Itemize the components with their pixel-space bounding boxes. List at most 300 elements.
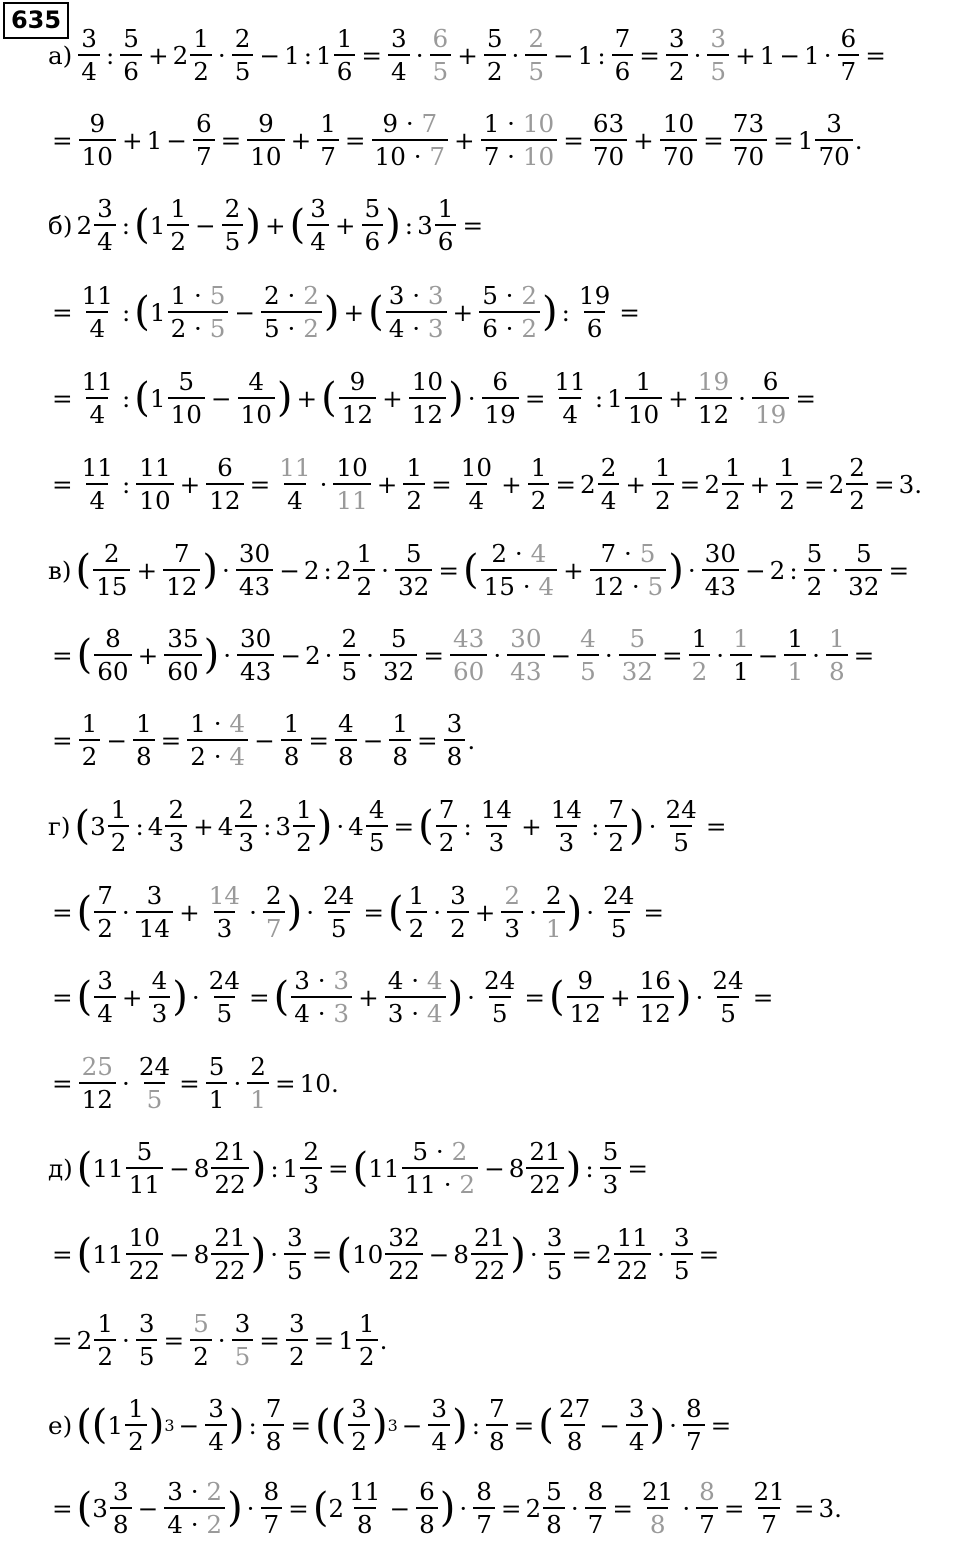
- denominator: 7: [473, 1507, 495, 1538]
- operator: ·: [233, 1068, 242, 1098]
- numerator: 11: [139, 452, 171, 482]
- parenthesis: ): [227, 1485, 243, 1531]
- denominator: 19: [482, 397, 519, 428]
- operator: −: [195, 210, 216, 240]
- fraction: [389, 710, 411, 770]
- operator: =: [290, 1410, 312, 1440]
- numerator: 11: [81, 366, 113, 396]
- denominator: 3: [149, 996, 171, 1027]
- operator: ·: [217, 40, 226, 70]
- fraction: [605, 796, 627, 856]
- fraction: [450, 625, 487, 685]
- denominator: 4: [388, 54, 410, 85]
- numerator: 2: [528, 23, 544, 53]
- operator: ·: [306, 897, 315, 927]
- fraction: [168, 282, 229, 342]
- fraction: [784, 625, 806, 685]
- operator: +: [121, 982, 143, 1012]
- fraction: [626, 1395, 648, 1455]
- denominator: 12: [79, 1082, 116, 1113]
- numerator: 5: [546, 1476, 562, 1506]
- numerator: 2: [849, 452, 865, 482]
- operator: :: [263, 811, 272, 841]
- numerator: 24: [138, 1051, 171, 1081]
- numerator: 3: [146, 880, 163, 910]
- numerator: 11: [279, 452, 311, 482]
- numerator: 8: [587, 1476, 604, 1506]
- parenthesis: (: [76, 1231, 93, 1277]
- operator: =: [52, 383, 73, 413]
- parenthesis: (: [273, 974, 290, 1020]
- operator: −: [779, 40, 801, 70]
- denominator: 8: [826, 654, 848, 685]
- fraction: [695, 368, 732, 428]
- operator: ·: [270, 1239, 279, 1269]
- operator: :: [471, 1410, 480, 1440]
- numerator: 1: [135, 708, 152, 738]
- numerator: 2: [545, 880, 562, 910]
- operator: :: [561, 297, 570, 327]
- operator: ·: [669, 1410, 677, 1440]
- equation-line: = $\frac{11}{4}$ : $\frac{11}{10}$ + $\frac{6}{12}$ = $\frac{11}{4}$ · $\frac{10}{11}$ + $\frac{1}{2}$ = $\frac{10}{4}$ + $\frac{1}{2}$ = 2 $\frac{2}{4}$ + $\frac{1}{2}$ = 2 $\frac{1}{2}$ + $\frac{1}{2}$ = 2 $\frac{2}{2}$ = 3.: [52, 452, 923, 515]
- part-label: в): [48, 555, 72, 585]
- numerator: 30: [510, 623, 542, 653]
- operator: =: [524, 982, 545, 1012]
- fraction: [722, 454, 744, 514]
- fraction: [164, 1478, 225, 1538]
- numerator: 30: [238, 538, 271, 568]
- fraction: [206, 967, 243, 1027]
- numerator: 5 · 2: [412, 1136, 468, 1166]
- numerator: 14: [550, 794, 583, 824]
- part-label: б): [48, 210, 73, 240]
- operator: =: [52, 640, 73, 670]
- fraction: [94, 882, 116, 942]
- operator: ·: [831, 555, 840, 585]
- operator: ·: [381, 555, 389, 585]
- operator: ·: [511, 40, 520, 70]
- numerator: 7: [97, 880, 113, 910]
- denominator: 2: [94, 1339, 116, 1370]
- operator: −: [599, 1410, 620, 1440]
- fraction: [307, 195, 329, 255]
- operator: −: [168, 1239, 190, 1269]
- denominator: 2: [605, 825, 627, 856]
- denominator: 7: [696, 1507, 718, 1538]
- operator: ·: [217, 1325, 226, 1355]
- fraction: [366, 796, 388, 856]
- numerator: 1: [437, 193, 454, 223]
- operator: =: [363, 897, 384, 927]
- numerator: 30: [240, 623, 272, 653]
- fraction: [334, 25, 356, 85]
- denominator: 8: [444, 739, 466, 770]
- parenthesis: ): [629, 803, 645, 849]
- denominator: 70: [815, 139, 852, 170]
- numerator: 21: [641, 1476, 674, 1506]
- operator: =: [462, 210, 484, 240]
- parenthesis: (: [462, 547, 479, 593]
- denominator: 8: [335, 739, 357, 770]
- parenthesis: (: [312, 1485, 329, 1531]
- parenthesis: (: [418, 803, 434, 849]
- fraction: [167, 195, 189, 255]
- parenthesis: ): [203, 632, 220, 678]
- operator: =: [344, 125, 366, 155]
- denominator: 1: [247, 1082, 269, 1113]
- denominator: 5: [577, 654, 599, 685]
- denominator: 5: [136, 1339, 158, 1370]
- denominator: 2: [348, 1424, 370, 1455]
- equation-line: [0, 957, 960, 1037]
- denominator: 2: [528, 483, 550, 514]
- numerator: 3: [431, 1393, 448, 1423]
- denominator: 43: [507, 654, 544, 685]
- operator: ·: [191, 982, 200, 1012]
- operator: :: [597, 40, 606, 70]
- fraction: [600, 882, 637, 942]
- operator: =: [710, 1410, 732, 1440]
- denominator: 60: [450, 654, 487, 685]
- numerator: 11: [81, 452, 113, 482]
- numerator: 3: [208, 1393, 224, 1423]
- denominator: 2: [356, 1339, 378, 1370]
- equation-line: = ( 11 $\frac{10}{22}$ − 8 $\frac{21}{22}$ ) · $\frac{3}{5}$ = ( 10 $\frac{32}{22}$ − 8 $\frac{21}{22}$ ) · $\frac{3}{5}$ = 2 $\frac{11}{22}$ · $\frac{3}{5}$ =: [52, 1222, 720, 1285]
- fraction: [120, 25, 142, 85]
- numerator: 5: [364, 193, 381, 223]
- parenthesis: (: [76, 1145, 93, 1191]
- denominator: 7: [317, 139, 339, 170]
- operator: ·: [366, 640, 374, 670]
- numerator: 9: [349, 366, 366, 396]
- numerator: 4: [151, 965, 168, 995]
- denominator: 5: [717, 996, 739, 1027]
- operator: ·: [570, 1493, 579, 1523]
- numerator: 2: [504, 880, 521, 910]
- numerator: 3: [112, 1476, 129, 1506]
- parenthesis: (: [134, 289, 150, 335]
- parenthesis: (: [76, 1485, 93, 1531]
- denominator: 10: [79, 139, 116, 170]
- operator: ·: [324, 640, 333, 670]
- denominator: 5: [366, 825, 388, 856]
- operator: :: [303, 40, 313, 70]
- operator: ·: [586, 897, 595, 927]
- fraction: [614, 1224, 651, 1284]
- denominator: 6: [584, 311, 606, 342]
- fraction: [652, 454, 674, 514]
- numerator: 63: [592, 108, 625, 138]
- numerator: 3: [673, 1222, 690, 1252]
- fraction: [612, 25, 634, 85]
- operator: =: [563, 125, 584, 155]
- numerator: 25: [81, 1051, 113, 1081]
- fraction: [662, 796, 699, 856]
- numerator: 10: [128, 1222, 160, 1252]
- operator: −: [234, 297, 256, 327]
- denominator: 22: [526, 1167, 563, 1198]
- fraction: [339, 368, 376, 428]
- numerator: 9: [258, 108, 274, 138]
- numerator: 1: [193, 23, 209, 53]
- numerator: 2: [168, 794, 185, 824]
- operator: ·: [738, 383, 746, 413]
- numerator: 3: [546, 1222, 563, 1252]
- denominator: 5: [608, 911, 630, 942]
- denominator: 19: [752, 397, 789, 428]
- fraction: [232, 25, 254, 85]
- denominator: 10: [247, 139, 284, 170]
- denominator: 2: [666, 54, 688, 85]
- parenthesis: ): [202, 547, 219, 593]
- operator: −: [166, 125, 187, 155]
- denominator: 2: [293, 825, 315, 856]
- operator: =: [627, 1153, 648, 1183]
- denominator: 3: [235, 825, 257, 856]
- numerator: 5: [390, 623, 407, 653]
- denominator: 2: [190, 54, 212, 85]
- operator: +: [457, 40, 478, 70]
- fraction: [702, 540, 739, 600]
- parenthesis: ): [439, 1485, 456, 1531]
- numerator: 16: [639, 965, 671, 995]
- fraction: [238, 368, 275, 428]
- denominator: 7: [263, 911, 285, 942]
- numerator: 2 · 2: [264, 280, 319, 310]
- operator: +: [625, 469, 646, 499]
- denominator: 4: [626, 1424, 648, 1455]
- operator: ·: [121, 1325, 130, 1355]
- operator: ·: [336, 811, 345, 841]
- operator: ·: [246, 1493, 255, 1523]
- denominator: 6: [435, 224, 457, 255]
- fraction: [619, 625, 656, 685]
- fraction: [637, 967, 674, 1027]
- parenthesis: ): [276, 375, 293, 421]
- fraction: [730, 625, 752, 685]
- denominator: 3: [300, 1167, 322, 1198]
- numerator: 1: [110, 794, 127, 824]
- parenthesis: (: [75, 547, 92, 593]
- parenthesis: (: [76, 889, 93, 935]
- fraction: [478, 796, 515, 856]
- fraction: [556, 1395, 593, 1455]
- operator: +: [474, 897, 496, 927]
- numerator: 1: [356, 538, 373, 568]
- fraction: [388, 25, 410, 85]
- parenthesis: ): [385, 202, 401, 248]
- denominator: 70: [590, 139, 627, 170]
- fraction: [276, 454, 313, 514]
- fraction: [481, 967, 518, 1027]
- denominator: 22: [385, 1253, 422, 1284]
- numerator: 3: [288, 1308, 305, 1338]
- fraction: [479, 282, 540, 342]
- fraction: [815, 110, 852, 170]
- denominator: 1: [543, 911, 565, 942]
- operator: =: [612, 1493, 633, 1523]
- operator: =: [888, 555, 910, 585]
- numerator: 1: [635, 366, 652, 396]
- denominator: 2: [436, 825, 458, 856]
- operator: −: [745, 555, 766, 585]
- operator: =: [220, 125, 242, 155]
- operator: ·: [319, 469, 328, 499]
- denominator: 5: [670, 825, 692, 856]
- parenthesis: ): [371, 1402, 388, 1448]
- denominator: 5: [284, 1253, 306, 1284]
- operator: −: [259, 40, 281, 70]
- numerator: 8: [699, 1476, 715, 1506]
- fraction: [473, 1478, 495, 1538]
- operator: =: [52, 125, 73, 155]
- operator: =: [52, 1493, 73, 1523]
- denominator: 2: [286, 1339, 308, 1370]
- operator: =: [723, 1493, 745, 1523]
- numerator: 21: [214, 1136, 246, 1166]
- fraction: [284, 1224, 306, 1284]
- operator: =: [259, 1325, 280, 1355]
- numerator: 1: [406, 452, 423, 482]
- denominator: 22: [211, 1167, 248, 1198]
- operator: ·: [459, 1493, 468, 1523]
- fraction: [133, 710, 155, 770]
- numerator: 1: [283, 708, 300, 738]
- operator: +: [290, 125, 312, 155]
- numerator: 3: [668, 23, 685, 53]
- fraction: [263, 1395, 285, 1455]
- numerator: 11: [554, 366, 586, 396]
- operator: ·: [222, 555, 230, 585]
- denominator: 2: [167, 224, 189, 255]
- fraction: [838, 25, 860, 85]
- numerator: 24: [665, 794, 697, 824]
- equation-line: = $\frac{11}{4}$ : ( 1 $\frac{1 \cdot 5}{2 \cdot 5}$ − $\frac{2 \cdot 2}{5 \cdot 2}$ ) + ( $\frac{3 \cdot 3}{4 \cdot 3}$ + $\frac{5 \cdot 2}{6 \cdot 2}$ ) : $\frac{19}{6}$ =: [52, 280, 640, 343]
- fraction: [501, 882, 523, 942]
- fraction: [385, 1224, 422, 1284]
- numerator: 3: [710, 23, 727, 53]
- fraction: [126, 1138, 163, 1198]
- operator: ·: [695, 982, 704, 1012]
- fraction: [136, 454, 173, 514]
- fraction: [235, 796, 257, 856]
- numerator: 9: [89, 108, 106, 138]
- parenthesis: ((: [76, 1402, 108, 1448]
- fraction: [320, 882, 357, 942]
- part-label: г): [48, 811, 71, 841]
- operator: =: [795, 383, 816, 413]
- fraction: [317, 110, 339, 170]
- denominator: 32: [845, 569, 882, 600]
- fraction: [190, 1310, 212, 1370]
- numerator: 1: [336, 23, 353, 53]
- denominator: 4: [86, 311, 108, 342]
- fraction: [481, 110, 558, 170]
- numerator: 3: [310, 193, 326, 223]
- fraction: [406, 882, 428, 942]
- operator: +: [296, 383, 318, 413]
- denominator: 12: [409, 397, 446, 428]
- operator: +: [334, 210, 356, 240]
- fraction: [206, 882, 243, 942]
- numerator: 5: [629, 623, 646, 653]
- numerator: 24: [484, 965, 516, 995]
- numerator: 5 · 2: [482, 280, 538, 310]
- fraction: [576, 282, 613, 342]
- parenthesis: ): [286, 889, 303, 935]
- denominator: 7: [261, 1507, 283, 1538]
- numerator: 7: [173, 538, 190, 568]
- fraction: [205, 1395, 227, 1455]
- operator: −: [169, 1153, 190, 1183]
- numerator: 7: [265, 1393, 282, 1423]
- operator: :: [789, 555, 798, 585]
- numerator: 3: [81, 23, 97, 53]
- parenthesis: ): [452, 1402, 468, 1448]
- operator: −: [401, 1410, 423, 1440]
- operator: ·: [529, 1239, 538, 1269]
- operator: :: [248, 1410, 257, 1440]
- denominator: 7: [683, 1424, 705, 1455]
- numerator: 7: [608, 794, 625, 824]
- denominator: 11 · 2: [402, 1167, 479, 1198]
- numerator: 35: [167, 623, 199, 653]
- fraction: [187, 710, 248, 770]
- operator: :: [121, 469, 131, 499]
- fraction: [164, 625, 201, 685]
- fraction: [484, 25, 506, 85]
- operator: +: [136, 555, 158, 585]
- denominator: 32: [619, 654, 656, 685]
- denominator: 4: [598, 483, 620, 514]
- fraction: [300, 1138, 322, 1198]
- denominator: 5: [430, 54, 452, 85]
- operator: :: [463, 811, 472, 841]
- parenthesis: ): [228, 1402, 245, 1448]
- operator: =: [524, 383, 546, 413]
- numerator: 1: [733, 623, 749, 653]
- operator: =: [619, 297, 640, 327]
- denominator: 2: [484, 54, 506, 85]
- numerator: 3: [826, 108, 842, 138]
- numerator: 7: [614, 23, 631, 53]
- fraction: [291, 967, 352, 1027]
- operator: ·: [529, 897, 537, 927]
- numerator: 3: [351, 1393, 367, 1423]
- numerator: 5: [178, 366, 195, 396]
- operator: +: [609, 982, 631, 1012]
- fraction: [247, 110, 284, 170]
- operator: +: [521, 811, 542, 841]
- operator: =: [793, 1493, 815, 1523]
- denominator: 5: [232, 1339, 254, 1370]
- operator: +: [179, 897, 200, 927]
- fraction: [525, 25, 547, 85]
- numerator: 6: [840, 23, 857, 53]
- denominator: 6: [334, 54, 356, 85]
- denominator: 32: [380, 654, 417, 685]
- denominator: 6 · 2: [479, 311, 540, 342]
- numerator: 5: [405, 538, 422, 568]
- operator: +: [452, 297, 474, 327]
- operator: :: [404, 210, 414, 240]
- denominator: 4 · 3: [386, 311, 447, 342]
- parenthesis: ): [510, 1231, 526, 1277]
- operator: :: [135, 811, 144, 841]
- numerator: 24: [712, 965, 744, 995]
- numerator: 1 · 10: [483, 108, 555, 138]
- operator: =: [311, 1239, 333, 1269]
